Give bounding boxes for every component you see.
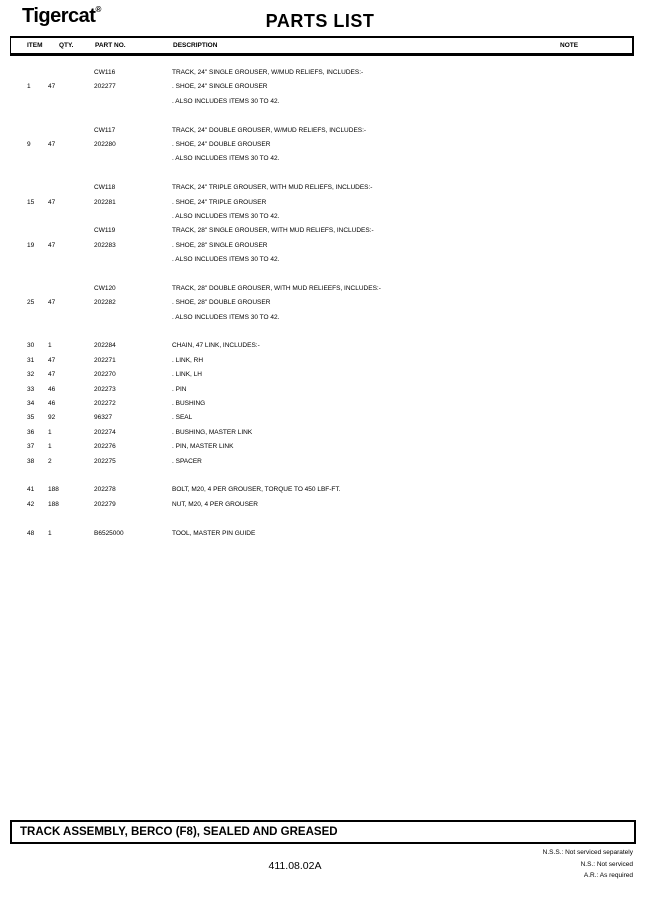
- cell-qty: 47: [48, 83, 56, 91]
- cell-qty: 92: [48, 414, 56, 422]
- cell-part: 202276: [94, 443, 116, 451]
- table-spacer-row: [10, 469, 658, 483]
- cell-desc: BOLT, M20, 4 PER GROUSER, TORQUE TO 450 LBF-FT.: [172, 486, 341, 494]
- column-header-note: NOTE: [560, 42, 579, 49]
- table-row: [10, 95, 658, 109]
- table-row: [10, 397, 658, 411]
- cell-part: 202272: [94, 399, 116, 407]
- cell-item: 42: [27, 500, 35, 508]
- cell-desc: . ALSO INCLUDES ITEMS 30 TO 42.: [172, 155, 280, 163]
- cell-part: 202281: [94, 198, 116, 206]
- cell-part: 202274: [94, 428, 116, 436]
- cell-desc: . BUSHING: [172, 399, 206, 407]
- cell-item: 9: [27, 140, 31, 148]
- cell-desc: . ALSO INCLUDES ITEMS 30 TO 42.: [172, 212, 280, 220]
- cell-qty: 1: [48, 428, 52, 436]
- cell-desc: . SHOE, 24" DOUBLE GROUSER: [172, 140, 271, 148]
- cell-item: 38: [27, 457, 35, 465]
- legend-line-ar: A.R.: As required: [583, 872, 633, 879]
- table-row: [10, 411, 658, 425]
- cell-desc: TRACK, 24" SINGLE GROUSER, W/MUD RELIEFS, INCLUDES:-: [172, 69, 364, 76]
- legend-line-nss: N.S.S.: Not serviced separately: [542, 849, 633, 856]
- cell-part: 96327: [94, 414, 113, 422]
- page-code: 411.08.02A: [268, 860, 322, 872]
- cell-item: 36: [27, 428, 35, 436]
- cell-qty: 47: [48, 140, 56, 148]
- cell-item: 35: [27, 414, 35, 422]
- column-header-qty: QTY.: [59, 42, 74, 49]
- cell-part: CW117: [94, 126, 116, 134]
- table-row: [10, 66, 658, 80]
- cell-desc: . SPACER: [172, 457, 202, 465]
- table-spacer-row: [10, 325, 658, 339]
- table-row: [10, 368, 658, 382]
- cell-item: 34: [27, 399, 35, 407]
- cell-qty: 1: [48, 443, 52, 451]
- cell-item: 37: [27, 443, 35, 451]
- table-spacer-row: [10, 267, 658, 281]
- table-row: [10, 527, 658, 541]
- table-row: [10, 80, 658, 94]
- cell-desc: . SHOE, 28" DOUBLE GROUSER: [172, 299, 271, 307]
- table-row: [10, 296, 658, 310]
- cell-item: 25: [27, 299, 35, 307]
- cell-desc: . ALSO INCLUDES ITEMS 30 TO 42.: [172, 97, 280, 105]
- cell-qty: 1: [48, 529, 52, 537]
- table-row: [10, 196, 658, 210]
- page-title: PARTS LIST: [265, 11, 375, 31]
- legend-line-ns: N.S.: Not serviced: [580, 860, 633, 868]
- cell-desc: . ALSO INCLUDES ITEMS 30 TO 42.: [172, 313, 280, 321]
- cell-qty: 2: [48, 457, 52, 465]
- cell-item: 1: [27, 83, 31, 91]
- cell-part: 202270: [94, 371, 116, 379]
- cell-part: 202284: [94, 342, 116, 350]
- table-row: [10, 383, 658, 397]
- table-row: [10, 210, 658, 224]
- parts-table-body: [10, 66, 658, 541]
- table-row: [10, 455, 658, 469]
- cell-part: 202271: [94, 356, 116, 364]
- cell-part: 202278: [94, 486, 116, 494]
- cell-part: 202283: [94, 241, 116, 249]
- cell-part: 202282: [94, 299, 116, 307]
- cell-part: CW120: [94, 284, 116, 292]
- cell-desc: . SHOE, 24" TRIPLE GROUSER: [172, 198, 267, 206]
- table-spacer-row: [10, 109, 658, 123]
- cell-desc: . SHOE, 24" SINGLE GROUSER: [172, 83, 268, 91]
- table-row: [10, 282, 658, 296]
- cell-item: 30: [27, 342, 35, 350]
- column-header-part-no: PART NO.: [95, 42, 126, 49]
- table-row: [10, 253, 658, 267]
- cell-qty: 47: [48, 198, 56, 206]
- table-row: [10, 239, 658, 253]
- column-header-description: DESCRIPTION: [173, 42, 218, 49]
- table-row: [10, 354, 658, 368]
- cell-item: 32: [27, 371, 35, 379]
- brand-name: Tigercat: [22, 5, 96, 27]
- cell-desc: . LINK, RH: [172, 356, 204, 364]
- cell-part: B6525000: [94, 529, 124, 537]
- cell-item: 41: [27, 486, 35, 494]
- registered-trademark-mark: ®: [95, 5, 102, 14]
- cell-desc: CHAIN, 47 LINK, INCLUDES:-: [172, 342, 260, 350]
- cell-desc: TRACK, 28" DOUBLE GROUSER, WITH MUD RELIEEFS, INCLUDES:-: [172, 284, 381, 292]
- table-row: [10, 224, 658, 238]
- cell-item: 15: [27, 198, 35, 206]
- cell-part: 202279: [94, 500, 116, 508]
- table-spacer-row: [10, 167, 658, 181]
- cell-qty: 46: [48, 385, 56, 393]
- cell-item: 48: [27, 529, 35, 537]
- cell-part: CW119: [94, 227, 116, 235]
- cell-desc: . BUSHING, MASTER LINK: [172, 428, 253, 436]
- cell-part: 202277: [94, 83, 116, 91]
- assembly-title-box: TRACK ASSEMBLY, BERCO (F8), SEALED AND GREASED: [10, 820, 636, 844]
- cell-qty: 188: [48, 486, 59, 494]
- cell-desc: . SEAL: [172, 414, 193, 422]
- table-row: [10, 498, 658, 512]
- cell-item: 31: [27, 356, 35, 364]
- cell-desc: NUT, M20, 4 PER GROUSER: [172, 500, 258, 508]
- cell-item: 19: [27, 241, 35, 249]
- cell-desc: TOOL, MASTER PIN GUIDE: [172, 529, 256, 537]
- table-row: [10, 440, 658, 454]
- table-spacer-row: [10, 512, 658, 526]
- cell-qty: 47: [48, 371, 56, 379]
- cell-part: 202275: [94, 457, 116, 465]
- table-row: [10, 483, 658, 497]
- table-row: [10, 426, 658, 440]
- cell-part: 202280: [94, 140, 116, 148]
- table-row: [10, 181, 658, 195]
- cell-part: 202273: [94, 385, 116, 393]
- cell-desc: . PIN: [172, 385, 187, 393]
- table-row: [10, 311, 658, 325]
- cell-desc: TRACK, 24" DOUBLE GROUSER, W/MUD RELIEFS, INCLUDES:-: [172, 126, 367, 134]
- table-header-row: [10, 36, 634, 56]
- cell-qty: 188: [48, 500, 59, 508]
- cell-desc: . LINK, LH: [172, 371, 202, 379]
- table-row: [10, 152, 658, 166]
- cell-desc: TRACK, 24" TRIPLE GROUSER, WITH MUD RELIEFS, INCLUDES:-: [172, 184, 373, 192]
- table-row: [10, 124, 658, 138]
- cell-qty: 47: [48, 241, 56, 249]
- cell-part: CW116: [94, 69, 116, 76]
- cell-qty: 46: [48, 399, 56, 407]
- column-header-item: ITEM: [27, 42, 43, 49]
- cell-qty: 47: [48, 299, 56, 307]
- cell-item: 33: [27, 385, 35, 393]
- cell-desc: . SHOE, 28" SINGLE GROUSER: [172, 241, 268, 249]
- cell-qty: 47: [48, 356, 56, 364]
- cell-qty: 1: [48, 342, 52, 350]
- cell-desc: . PIN, MASTER LINK: [172, 443, 234, 451]
- table-row: [10, 339, 658, 353]
- cell-part: CW118: [94, 184, 116, 192]
- cell-desc: TRACK, 28" SINGLE GROUSER, WITH MUD RELIEFS, INCLUDES:-: [172, 227, 374, 235]
- cell-desc: . ALSO INCLUDES ITEMS 30 TO 42.: [172, 256, 280, 264]
- table-row: [10, 138, 658, 152]
